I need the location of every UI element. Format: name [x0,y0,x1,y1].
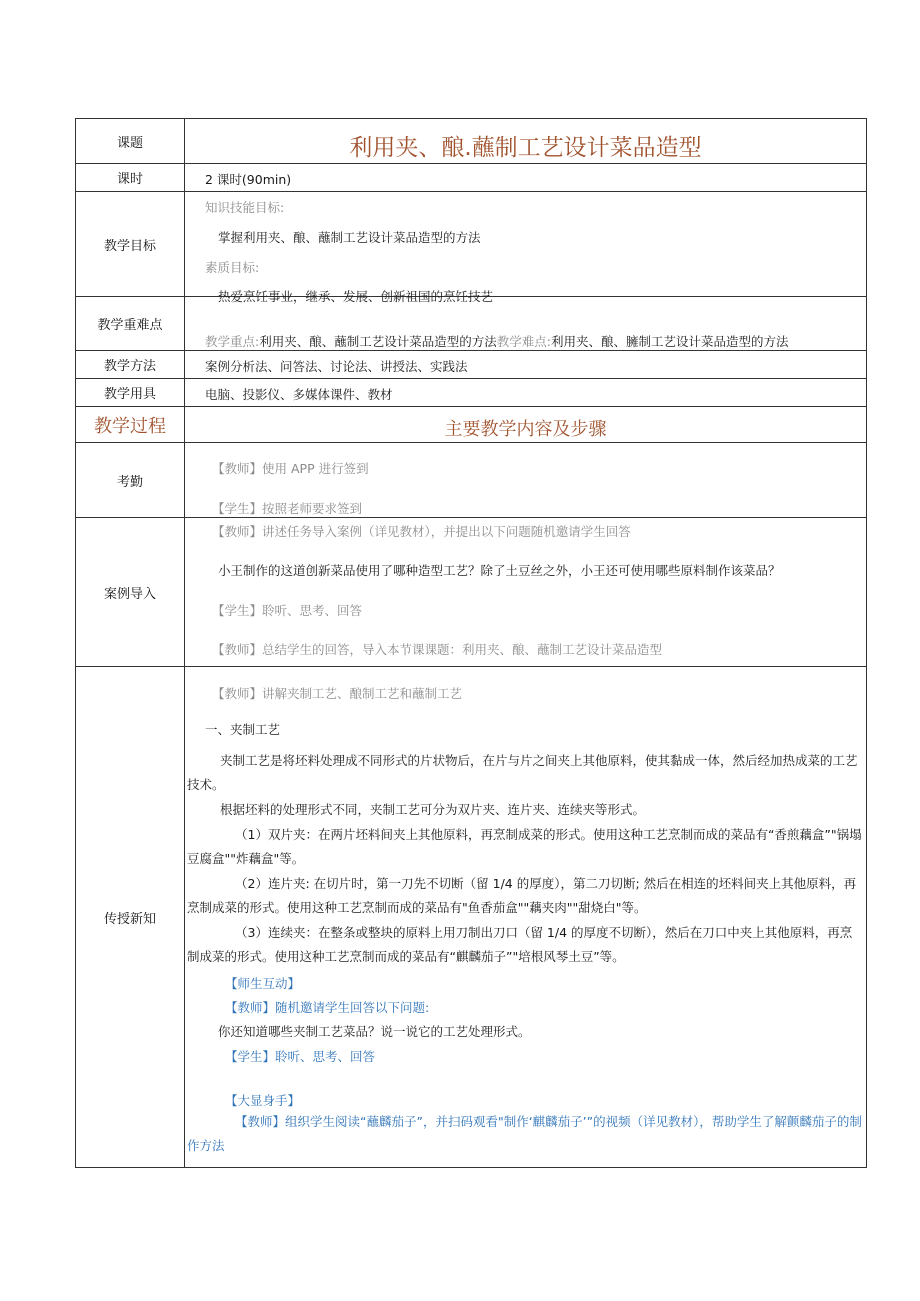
show-heading: 【大显身手】 [225,1093,301,1108]
goals-label: 教学目标 [76,192,185,296]
quality-heading: 素质目标: [205,260,260,275]
attendance-teacher: 【教师】使用 APP 进行签到 [212,461,369,476]
teach-new-label: 传授新知 [76,667,185,1167]
key-text: 利用夹、酿、蘸制工艺设计菜品造型的方法 [259,334,497,349]
row-keypoints [76,297,866,351]
row-methods [76,351,866,379]
methods-cell [185,351,866,378]
tools-label: 教学用具 [76,379,185,406]
process-header-cell [185,407,866,442]
row-tools [76,379,866,407]
attendance-student: 【学生】按照老师要求签到 [212,501,363,516]
topic-label: 课题 [76,119,185,163]
paragraph-3: （1）双片夹：在两片坯料间夹上其他原料，再烹制成菜的形式。使用这种工艺烹制而成的菜品有“香煎藕盒”"锅塌豆腐盒""炸藕盒"等。 [187,827,862,866]
quality-text: 热爱烹饪事业，继承、发展、创新祖国的烹饪技艺 [218,289,494,304]
interaction-heading: 【师生互动】 [225,976,301,991]
topic-cell [185,119,866,163]
teach-question: 你还知道哪些夹制工艺菜品？说一说它的工艺处理形式。 [218,1024,531,1039]
row-case-intro [76,518,866,667]
diff-text: 利用夹、酿、臃制工艺设计菜品造型的方法 [550,334,789,349]
process-header-right: 主要教学内容及步骤 [444,419,607,440]
case-question: 小王制作的这道创新菜品使用了哪种造型工艺？除了土豆丝之外，小王还可使用哪些原料制作该菜品？ [218,563,781,578]
hours-cell [185,164,866,191]
teach-teacher2: 【教师】随机邀请学生回答以下问题: [225,1000,430,1015]
section-heading-1: 一、夹制工艺 [205,722,281,737]
row-attendance [76,443,866,518]
keypoints-line [205,332,788,350]
teach-new-cell [185,667,866,1167]
teach-teacher1: 【教师】讲解夹制工艺、酿制工艺和蘸制工艺 [212,686,463,701]
diff-label: 教学难点: [496,334,551,349]
methods-value: 案例分析法、问答法、讨论法、讲授法、实践法 [205,359,468,374]
paragraph-4: （2）连片夹: 在切片时，第一刀先不切断（留 1/4 的厚度），第二刀切断; 然后在相连的坯料间夹上其他原料，再烹制成菜的形式。使用这种工艺烹制而成的菜品有"鱼香茄盒""藕夹肉""甜烧白"等。 [187,876,857,915]
goals-cell [185,192,866,304]
paragraph-5: （3）连续夹：在整条或整块的原料上用刀制出刀口（留 1/4 的厚度不切断），然后在刀口中夹上其他原料，再烹制成菜的形式。使用这种工艺烹制而成的菜品有“麒麟茄子”"培根风琴土豆”等。 [187,925,853,964]
paragraph-2: 根据坯料的处理形式不同，夹制工艺可分为双片夹、连片夹、连续夹等形式。 [220,802,646,817]
key-label: 教学重点: [205,334,260,349]
row-teach-new [76,667,866,1167]
teach-student: 【学生】聆听、思考、回答 [225,1049,376,1064]
case-intro-label: 案例导入 [76,518,185,666]
knowledge-heading: 知识技能目标: [205,200,285,215]
teach-teacher3: 【教师】组织学生阅读“蘸麟茄子”，并扫码观看"制作‘麒麟茄子’”的视频（详见教材），帮助学生了解颤麟茄子的制作方法 [187,1114,862,1153]
paragraph-1: 夹制工艺是将坯料处理成不同形式的片状物后，在片与片之间夹上其他原料，使其黏成一体，然后经加热成菜的工艺技术。 [187,753,858,792]
tools-cell [185,379,866,406]
row-topic [76,119,866,164]
hours-label: 课时 [76,164,185,191]
lesson-plan-table [75,118,867,1168]
process-header-left: 教学过程 [76,407,185,442]
case-teacher1: 【教师】讲述任务导入案例（详见教材），并提出以下问题随机邀请学生回答 [212,524,631,539]
hours-value: 2 课时(90min) [205,172,292,187]
tools-value: 电脑、投影仪、多媒体课件、教材 [205,387,393,402]
keypoints-cell [185,297,866,350]
methods-label: 教学方法 [76,351,185,378]
keypoints-label: 教学重难点 [76,297,185,350]
attendance-cell [185,443,866,517]
attendance-label: 考勤 [76,443,185,517]
row-hours [76,164,866,192]
case-intro-cell [185,518,866,666]
row-goals [76,192,866,304]
knowledge-text: 掌握利用夹、酿、蘸制工艺设计菜品造型的方法 [218,230,481,245]
topic-title: 利用夹、酿.蘸制工艺设计菜品造型 [349,135,702,161]
row-process-header [76,407,866,443]
case-student: 【学生】聆听、思考、回答 [212,603,363,618]
case-teacher2: 【教师】总结学生的回答，导入本节课课题：利用夹、酿、蘸制工艺设计菜品造型 [212,642,663,657]
